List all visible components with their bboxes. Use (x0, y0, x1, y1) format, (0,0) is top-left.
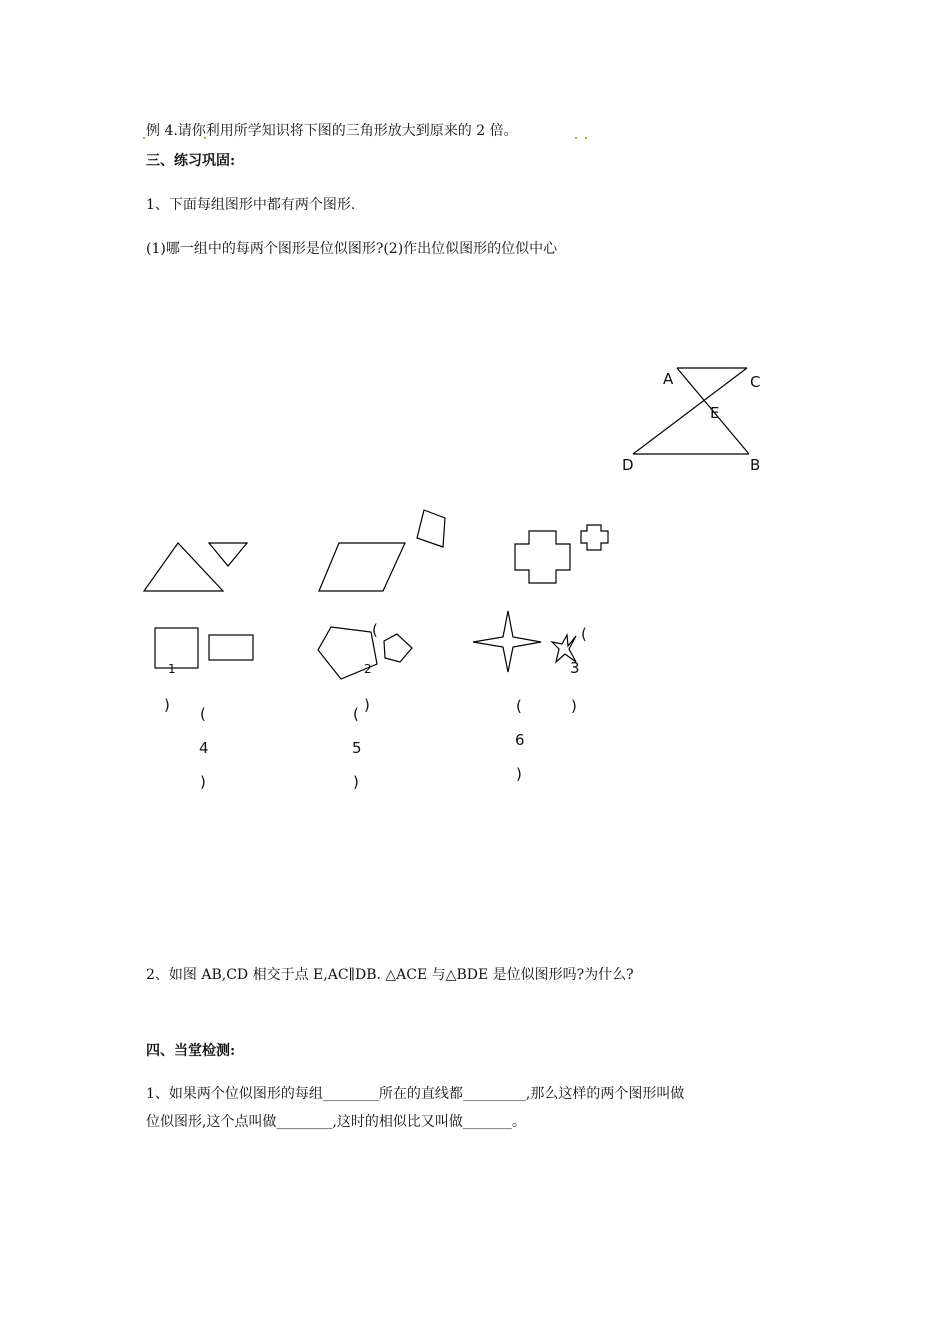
large-parallelogram-shape (319, 543, 405, 591)
point-label-e: E (710, 404, 720, 422)
group-label-fragment: 6 (515, 731, 525, 749)
group-label-fragment: ( (372, 621, 378, 639)
point-label-c: C (750, 373, 761, 391)
group-label-fragment: 4 (199, 739, 209, 757)
question-2-text: 2、如图 AB,CD 相交于点 E,AC∥DB. △ACE 与△BDE 是位似图形吗?为什么? (146, 967, 634, 983)
crossing-triangles-figure (633, 368, 749, 454)
large-star-shape (473, 611, 541, 672)
group-label-fragment: ) (571, 697, 577, 715)
question-1-subtext: (1)哪一组中的每两个图形是位似图形?(2)作出位似图形的位似中心 (146, 241, 558, 257)
small-cross-shape (581, 525, 608, 550)
small-star-shape (552, 635, 576, 662)
group-label-fragment: 1 (168, 662, 176, 676)
group-label-fragment: ) (364, 696, 370, 714)
group-label-fragment: ( (353, 705, 359, 723)
group-label-fragment: ) (516, 765, 522, 783)
group-label-fragment: ) (353, 773, 359, 791)
group-label-fragment: 5 (352, 739, 362, 757)
example-4-text: 例 4.请你利用所学知识将下图的三角形放大到原来的 2 倍。 (146, 123, 518, 139)
section-4-title: 四、当堂检测: (146, 1043, 236, 1059)
large-triangle-shape (144, 543, 223, 591)
group-label-fragment: ) (200, 773, 206, 791)
group-label-fragment: 2 (364, 662, 372, 676)
section-3-title: 三、练习巩固: (146, 153, 236, 169)
point-label-a: A (663, 370, 674, 388)
group-label-fragment: ( (516, 697, 522, 715)
small-parallelogram-shape (417, 510, 445, 547)
small-triangle-shape (209, 543, 247, 566)
small-pentagon-shape (384, 634, 412, 662)
group-label-fragment: 3 (570, 659, 580, 677)
point-label-d: D (622, 456, 634, 474)
group-label-fragment: ( (200, 705, 206, 723)
question-1-text: 1、下面每组图形中都有两个图形. (146, 197, 356, 213)
point-label-b: B (750, 456, 761, 474)
square-shape (155, 628, 198, 668)
group-label-fragment: ) (164, 696, 170, 714)
question-3-line-1: 1、如果两个位似图形的每组________所在的直线都_________,那么这样的两个图形叫做 (146, 1086, 685, 1102)
group-label-fragment: ( (581, 625, 587, 643)
rectangle-shape (209, 635, 253, 660)
question-3-line-2: 位似图形,这个点叫做________,这时的相似比又叫做_______。 (146, 1114, 526, 1130)
large-cross-shape (515, 531, 570, 583)
